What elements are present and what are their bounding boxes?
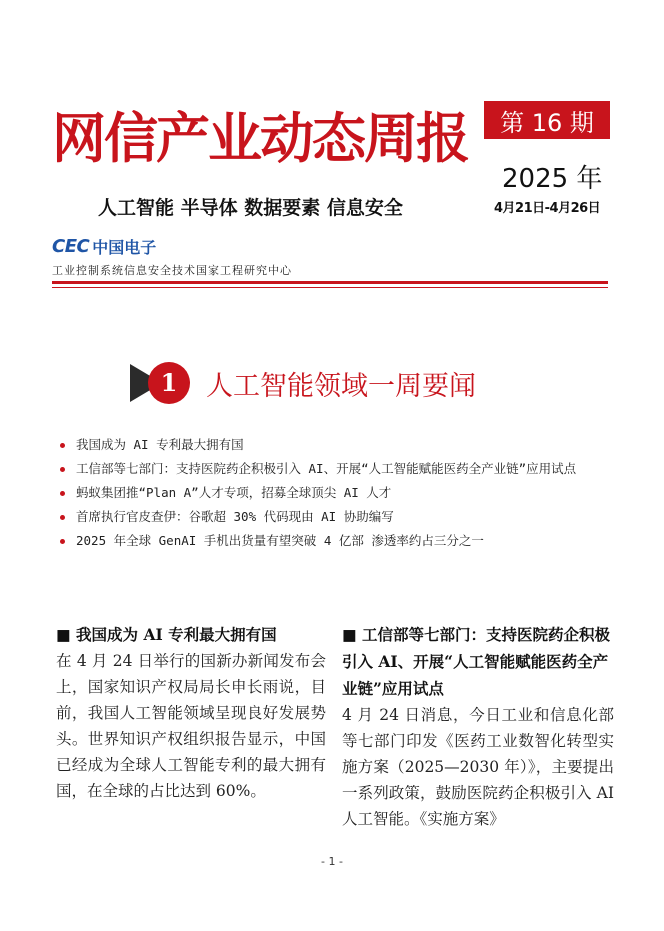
headline-item[interactable]: 首席执行官皮查伊：谷歌超 30% 代码现由 AI 协助编写 — [60, 505, 620, 529]
cec-logo — [52, 235, 156, 258]
headline-item[interactable]: 蚂蚁集团推“Plan A”人才专项，招募全球顶尖 AI 人才 — [60, 481, 620, 505]
logo-latin-text: CEC — [52, 236, 90, 257]
article-heading: ■ 我国成为 AI 专利最大拥有国 — [56, 625, 277, 644]
article-heading: ■ 工信部等七部门：支持医院药企积极引入 AI、开展“人工智能赋能医药全产业链”应用试点 — [342, 625, 611, 698]
article-body: 4 月 24 日消息，今日工业和信息化部等七部门印发《医药工业数智化转型实施方案（2025—2030 年）》，主要提出一系列政策，鼓励医院药企积极引入 AI 人工智能。《实施方案》 — [342, 706, 614, 828]
section-title: 人工智能领域一周要闻 — [206, 370, 476, 402]
logo-chinese-text: 中国电子 — [92, 238, 157, 257]
report-title: 网信产业动态周报 — [52, 107, 468, 170]
report-subtitle: 人工智能 半导体 数据要素 信息安全 — [98, 197, 403, 219]
article-miit-pharma — [342, 621, 614, 832]
section-number: 1 — [160, 368, 178, 397]
page-number: - 1 - — [321, 855, 343, 868]
headline-item[interactable]: 工信部等七部门：支持医院药企积极引入 AI、开展“人工智能赋能医药全产业链”应用试点 — [60, 457, 620, 481]
article-body: 在 4 月 24 日举行的国新办新闻发布会上，国家知识产权局局长申长雨说，目前，我国人工智能领域呈现良好发展势头。世界知识产权组织报告显示，中国已经成为全球人工智能专利的最大拥有国，在全球的占比达到 60%。 — [56, 652, 326, 800]
header-divider-thick — [52, 281, 608, 284]
header-divider-thin — [52, 287, 608, 288]
issue-badge: 第 16 期 — [484, 101, 610, 139]
article-ai-patents — [56, 621, 326, 804]
organization-name: 工业控制系统信息安全技术国家工程研究中心 — [52, 264, 292, 277]
headline-item[interactable]: 2025 年全球 GenAI 手机出货量有望突破 4 亿部 渗透率约占三分之一 — [60, 529, 620, 553]
section-number-icon — [128, 360, 194, 406]
section-heading — [128, 360, 476, 406]
issue-date-range: 4月21日-4月26日 — [494, 201, 601, 216]
headline-list — [60, 433, 620, 553]
headline-item[interactable]: 我国成为 AI 专利最大拥有国 — [60, 433, 620, 457]
issue-year: 2025 年 — [502, 164, 603, 194]
